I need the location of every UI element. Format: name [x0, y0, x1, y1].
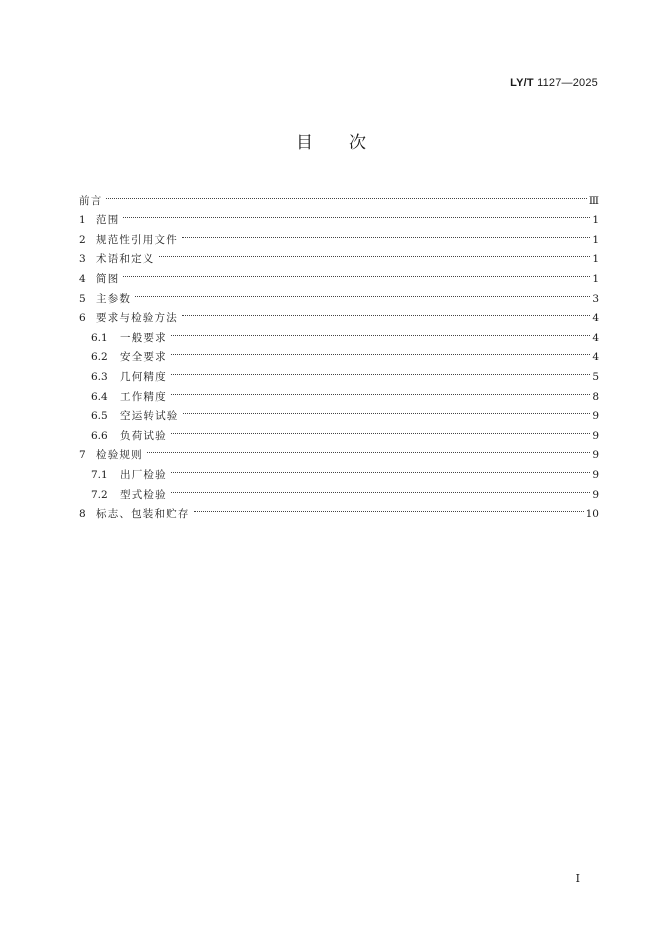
toc-title-char-2: 次: [349, 133, 366, 153]
toc-entry-number: 3: [79, 253, 86, 266]
toc-dot-leader: [194, 498, 584, 518]
toc-entry-label: 负荷试验: [120, 429, 167, 442]
toc-entry-number: 6: [79, 312, 86, 325]
toc-entry-number: 5: [79, 292, 86, 305]
toc-entry-label: 型式检验: [120, 488, 167, 501]
toc-entry-label: 要求与检验方法: [96, 312, 178, 325]
toc-entry[interactable]: [79, 458, 599, 481]
toc-entry-page: 9: [592, 449, 599, 462]
toc-dot-leader: [171, 360, 591, 380]
toc-entry-label: 主参数: [96, 292, 132, 305]
toc-dot-leader: [171, 478, 591, 498]
toc-entry-label: 简图: [96, 272, 120, 285]
toc-entry-number: 7.2: [91, 488, 108, 501]
toc-entry-number: 8: [79, 508, 86, 521]
page-folio: I: [575, 872, 580, 885]
toc-entry-label: 范围: [96, 214, 120, 227]
toc-entry-page: 1: [592, 233, 599, 246]
toc-entry[interactable]: [79, 439, 599, 462]
toc-dot-leader: [171, 321, 591, 341]
toc-entry-number: 6.4: [91, 390, 108, 403]
toc-entry[interactable]: [79, 184, 599, 207]
toc-entry-page: 9: [592, 468, 599, 481]
toc-entry[interactable]: [79, 262, 599, 285]
toc-entry-label: 检验规则: [96, 449, 143, 462]
toc-entry-label: 前言: [79, 194, 103, 207]
toc-entry-page: 9: [592, 410, 599, 423]
toc-entry[interactable]: [79, 282, 599, 305]
toc-dot-leader: [123, 204, 590, 224]
toc-entry-page: 9: [592, 429, 599, 442]
standard-code: [510, 77, 598, 89]
toc-entry-number: 2: [79, 233, 86, 246]
toc-entry-label: 出厂检验: [120, 468, 167, 481]
toc-entry-page: 1: [592, 253, 599, 266]
toc-entry-number: 4: [79, 272, 86, 285]
toc-entry-label: 空运转试验: [120, 410, 179, 423]
toc-dot-leader: [147, 439, 591, 459]
toc-entry-label: 安全要求: [120, 351, 167, 364]
toc-entry-page: 8: [592, 390, 599, 403]
standard-prefix: LY/T: [510, 77, 534, 89]
toc-entry-label: 工作精度: [120, 390, 167, 403]
toc-dot-leader: [159, 243, 591, 263]
toc-dot-leader: [123, 262, 590, 282]
toc-entry-page: 4: [592, 312, 599, 325]
toc-entry-number: 7.1: [91, 468, 108, 481]
toc-entry-page: 1: [592, 214, 599, 227]
toc-entry-page: 4: [592, 331, 599, 344]
standard-number: 1127—2025: [537, 77, 598, 89]
toc-title: [0, 128, 662, 153]
toc-entry-number: 7: [79, 449, 86, 462]
toc-entry-label: 术语和定义: [96, 253, 155, 266]
toc-entry-label: 一般要求: [120, 331, 167, 344]
toc-dot-leader: [182, 302, 590, 322]
toc-entry-label: 几何精度: [120, 370, 167, 383]
toc-entry-page: Ⅲ: [588, 194, 599, 207]
toc-dot-leader: [171, 380, 591, 400]
toc-entry-page: 9: [592, 488, 599, 501]
toc-entry[interactable]: [79, 302, 599, 325]
toc-dot-leader: [183, 400, 591, 420]
toc-entry-label: 标志、包装和贮存: [96, 508, 190, 521]
toc-entry[interactable]: [79, 204, 599, 227]
toc-entry-page: 1: [592, 272, 599, 285]
toc-entry-page: 5: [592, 370, 599, 383]
toc-dot-leader: [171, 419, 591, 439]
toc-entry-number: 6.2: [91, 351, 108, 364]
toc-dot-leader: [171, 458, 591, 478]
toc-entry-page: 4: [592, 351, 599, 364]
toc-entry-number: 6.5: [91, 410, 108, 423]
table-of-contents: [79, 184, 599, 521]
toc-entry-label: 规范性引用文件: [96, 233, 178, 246]
toc-entry-number: 1: [79, 214, 86, 227]
toc-entry-number: 6.6: [91, 429, 108, 442]
toc-entry-number: 6.3: [91, 370, 108, 383]
toc-dot-leader: [171, 341, 591, 361]
toc-title-char-1: 目: [296, 133, 313, 153]
toc-entry[interactable]: [79, 223, 599, 246]
toc-dot-leader: [135, 282, 590, 302]
toc-dot-leader: [106, 184, 586, 204]
toc-entry-number: 6.1: [91, 331, 108, 344]
toc-entry-page: 3: [592, 292, 599, 305]
toc-entry-page: 10: [585, 508, 599, 521]
toc-dot-leader: [182, 223, 590, 243]
